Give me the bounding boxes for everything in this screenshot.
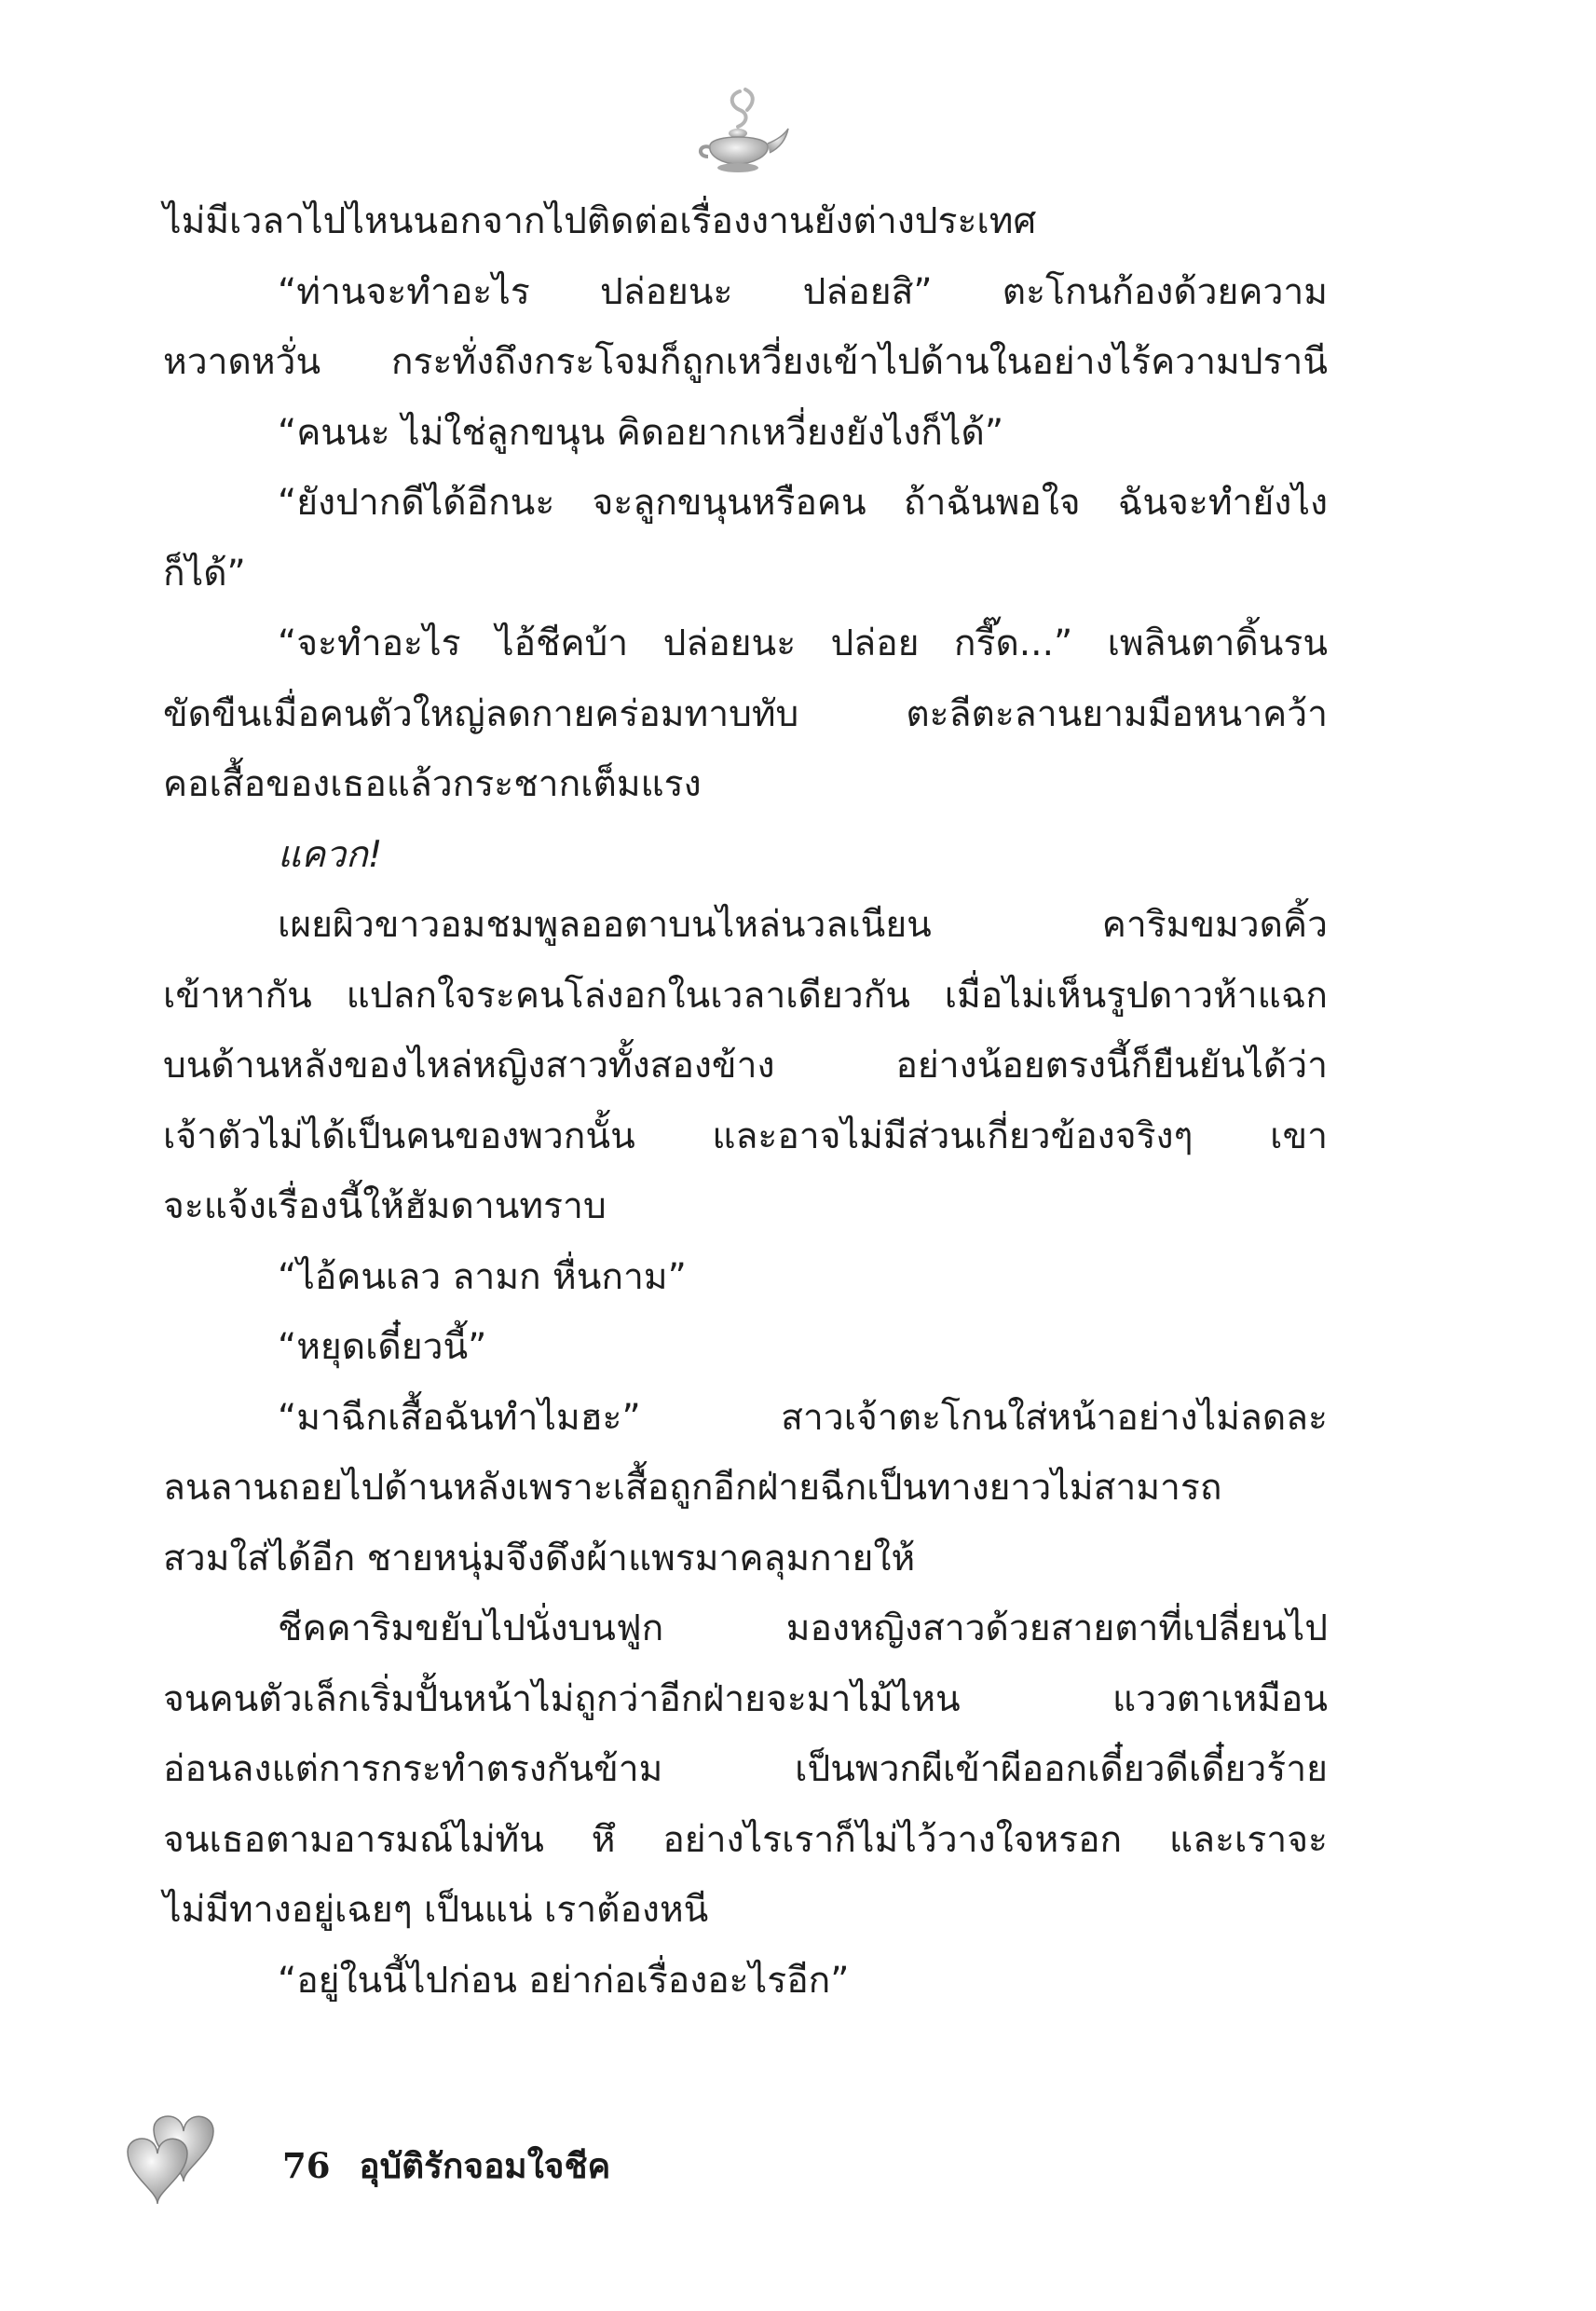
text-line: ไม่มีทางอยู่เฉยๆ เป็นแน่ เราต้องหนี bbox=[163, 1889, 709, 1931]
text-line: “ไอ้คนเลว ลามก หื่นกาม” bbox=[278, 1255, 687, 1298]
text-line: จนคนตัวเล็กเริ่มปั้นหน้าไม่ถูกว่าอีกฝ่ายจะมาไม้ไหน แววตาเหมือน bbox=[163, 1677, 1328, 1720]
body-text bbox=[163, 186, 1328, 2016]
text-line: เข้าหากัน แปลกใจระคนโล่งอกในเวลาเดียวกัน เมื่อไม่เห็นรูปดาวห้าแฉก bbox=[163, 974, 1328, 1017]
text-line: เผยผิวขาวอมชมพูลออตาบนไหล่นวลเนียน คาริมขมวดคิ้ว bbox=[278, 904, 1328, 946]
magic-lamp-icon bbox=[691, 82, 794, 185]
text-line: หวาดหวั่น กระทั่งถึงกระโจมก็ถูกเหวี่ยงเข้าไปด้านในอย่างไร้ความปรานี bbox=[163, 341, 1328, 383]
text-line: คอเสื้อของเธอแล้วกระชากเต็มแรง bbox=[163, 763, 702, 805]
text-line: ขัดขืนเมื่อคนตัวใหญ่ลดกายคร่อมทาบทับ ตะลีตะลานยามมือหนาคว้า bbox=[163, 692, 1328, 735]
text-line: ไม่มีเวลาไปไหนนอกจากไปติดต่อเรื่องงานยังต่างประเทศ bbox=[163, 200, 1037, 242]
text-line: แควก! bbox=[278, 833, 383, 876]
text-line: “คนนะ ไม่ใช่ลูกขนุน คิดอยากเหวี่ยงยังไงก็ได้” bbox=[278, 411, 1004, 454]
text-line: บนด้านหลังของไหล่หญิงสาวทั้งสองข้าง อย่างน้อยตรงนี้ก็ยืนยันได้ว่า bbox=[163, 1045, 1328, 1087]
text-line: สวมใส่ได้อีก ชายหนุ่มจึงดึงผ้าแพรมาคลุมกายให้ bbox=[163, 1537, 916, 1579]
text-line: “ยังปากดีได้อีกนะ จะลูกขนุนหรือคน ถ้าฉันพอใจ ฉันจะทำยังไง bbox=[278, 482, 1328, 524]
book-title: อุบัติรักจอมใจชีค bbox=[359, 2145, 611, 2186]
text-line: “จะทำอะไร ไอ้ชีคบ้า ปล่อยนะ ปล่อย กรี๊ด...” เพลินตาดิ้นรน bbox=[278, 622, 1328, 664]
text-line: “อยู่ในนี้ไปก่อน อย่าก่อเรื่องอะไรอีก” bbox=[278, 1959, 850, 2002]
text-line: จนเธอตามอารมณ์ไม่ทัน หึ อย่างไรเราก็ไม่ไว้วางใจหรอก และเราจะ bbox=[163, 1818, 1328, 1861]
footer-text bbox=[282, 2139, 610, 2194]
text-line: ก็ได้” bbox=[163, 552, 246, 595]
text-line: ชีคคาริมขยับไปนั่งบนฟูก มองหญิงสาวด้วยสายตาที่เปลี่ยนไป bbox=[278, 1607, 1328, 1649]
text-line: อ่อนลงแต่การกระทำตรงกันข้าม เป็นพวกผีเข้าผีออกเดี๋ยวดีเดี๋ยวร้าย bbox=[163, 1748, 1328, 1790]
page-number: 76 bbox=[282, 2145, 331, 2186]
text-line: เจ้าตัวไม่ได้เป็นคนของพวกนั้น และอาจไม่มีส่วนเกี่ยวข้องจริงๆ เขา bbox=[163, 1114, 1328, 1157]
text-line: ลนลานถอยไปด้านหลังเพราะเสื้อถูกอีกฝ่ายฉีกเป็นทางยาวไม่สามารถ bbox=[163, 1467, 1222, 1509]
hearts-icon bbox=[116, 2101, 256, 2213]
text-line: “หยุดเดี๋ยวนี้” bbox=[278, 1326, 487, 1368]
page-footer bbox=[116, 2101, 769, 2232]
text-line: “ท่านจะทำอะไร ปล่อยนะ ปล่อยสิ” ตะโกนก้องด้วยความ bbox=[278, 270, 1328, 313]
text-line: จะแจ้งเรื่องนี้ให้ฮัมดานทราบ bbox=[163, 1185, 607, 1227]
text-line: “มาฉีกเสื้อฉันทำไมฮะ” สาวเจ้าตะโกนใส่หน้าอย่างไม่ลดละ bbox=[278, 1396, 1328, 1439]
